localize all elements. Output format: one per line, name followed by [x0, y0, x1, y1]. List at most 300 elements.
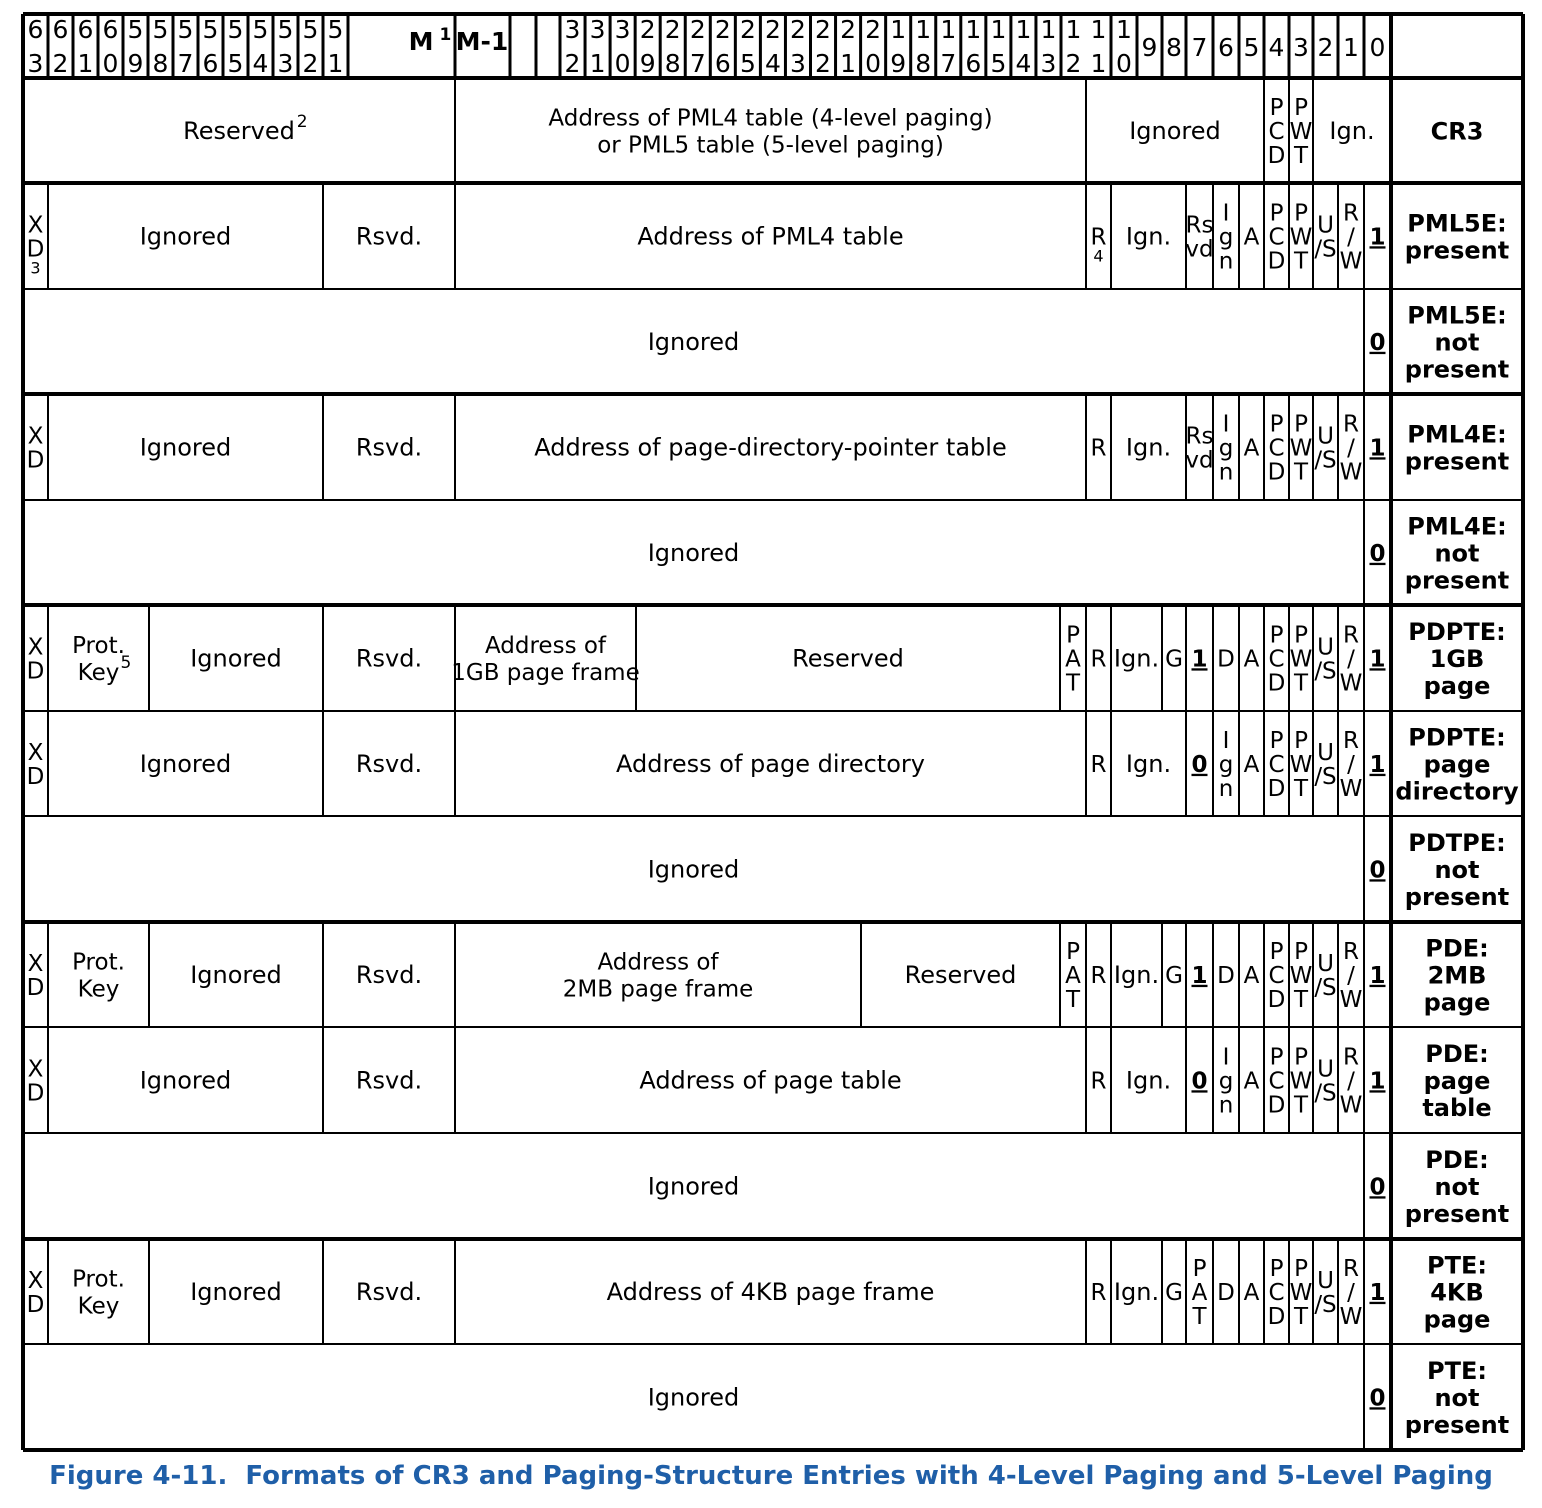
field-x-d: X D: [26, 739, 45, 790]
field-p-w-t: P W T: [1289, 411, 1313, 486]
field-r-w: R / W: [1339, 200, 1363, 275]
bit-digit: 8: [664, 49, 681, 78]
entry-type-label: [1405, 421, 1509, 476]
bit-number: [1192, 33, 1208, 62]
bit-number: [303, 15, 319, 78]
bit-number: [1244, 33, 1260, 62]
bit-number: [228, 15, 244, 78]
entry-type-line: not: [1434, 856, 1480, 884]
field-rsvd: Rsvd.: [355, 1278, 423, 1307]
field-g: G: [1165, 1279, 1183, 1306]
bit-number: [1370, 33, 1386, 62]
field-u-s: U /S: [1314, 634, 1337, 685]
bit-digit: 1: [1116, 15, 1132, 44]
entry-type-line: not: [1434, 1384, 1480, 1412]
row-pdpte-1gb: [27, 618, 1506, 700]
bit-digit: 6: [102, 15, 119, 44]
bit-number: [940, 15, 956, 78]
bit-number: [328, 15, 344, 78]
bit-digit: 1: [1090, 15, 1107, 44]
field-d: D: [1217, 646, 1235, 673]
bit-number: [790, 15, 806, 78]
entry-type-line: present: [1404, 566, 1510, 595]
field-a: A: [1243, 1068, 1260, 1095]
field-p-w-t: P W T: [1289, 1255, 1313, 1330]
field-rs-vd: Rs vd: [1185, 212, 1214, 263]
field-ignored: Ignored: [190, 644, 282, 673]
bit-digit: 3: [1293, 33, 1309, 62]
field-reserved: Reserved: [792, 644, 904, 673]
field-ignored: Ignored: [139, 1066, 232, 1095]
field-1: 1: [1369, 751, 1386, 778]
field-x-d: X D: [26, 212, 45, 263]
bit-number: [178, 15, 194, 78]
entry-type-line: page: [1423, 1305, 1491, 1334]
field-a: A: [1243, 1279, 1260, 1306]
field-rsvd: Rsvd.: [355, 1066, 423, 1095]
field-i-g-n: I g n: [1218, 1044, 1234, 1119]
field-ignored: Ignored: [139, 750, 232, 779]
field-p-a-t: P A T: [1191, 1255, 1208, 1330]
bit-number: [28, 15, 44, 78]
entry-type-label: [1408, 618, 1505, 700]
bit-digit: 2: [739, 15, 756, 44]
bit-digit: 1: [589, 49, 606, 78]
bit-digit: 0: [614, 49, 631, 78]
field-rsvd: Rsvd.: [355, 433, 423, 462]
bit-number: [915, 15, 931, 78]
bit-digit: 4: [252, 49, 269, 78]
field-a: A: [1243, 646, 1260, 673]
bit-m-label: M $^1$: [408, 25, 452, 56]
entry-type-line: PML5E:: [1407, 301, 1507, 330]
bit-digit: 2: [639, 15, 656, 44]
field-u-s: U /S: [1314, 739, 1337, 790]
bit-number: [715, 15, 731, 78]
figure-caption: Figure 4-11. Formats of CR3 and Paging-Structure Entries with 4-Level Paging and 5-Level Paging: [49, 1461, 1493, 1491]
row-pde-not-present: [648, 1146, 1509, 1228]
field-a: A: [1243, 224, 1260, 251]
bit-digit: 3: [589, 15, 606, 44]
field-p-c-d: P C D: [1267, 94, 1286, 169]
entry-type-label: [1422, 1040, 1491, 1122]
bit-digit: 3: [614, 15, 631, 44]
bit-digit: 5: [302, 15, 319, 44]
entry-type-line: table: [1422, 1094, 1492, 1122]
bit-digit: 6: [202, 49, 219, 78]
entry-type-label: [1405, 829, 1509, 911]
bit-number: [128, 15, 144, 78]
field-address-of-1gb-page-frame: Address of 1GB page frame: [451, 632, 640, 686]
field-r: R: [1090, 224, 1107, 251]
entry-type-line: PML4E:: [1407, 512, 1507, 541]
bit-digit: 2: [840, 15, 857, 44]
field-p-c-d: P C D: [1267, 1255, 1286, 1330]
bit-digit: 1: [840, 49, 857, 78]
field-rs-vd: Rs vd: [1185, 423, 1214, 474]
field-ign: Ign.: [1125, 222, 1172, 251]
field-r-w: R / W: [1339, 411, 1363, 486]
entry-type-line: PML5E:: [1407, 209, 1507, 238]
bit-number: [1015, 15, 1031, 78]
entry-type-line: page: [1423, 988, 1491, 1017]
row-pml5e-not-present: [648, 302, 1509, 384]
field-ignored: Ignored: [647, 328, 740, 357]
field-x-d: X D: [26, 423, 45, 474]
field-1: 1: [1369, 1279, 1386, 1306]
field-x-d: X D: [26, 1267, 45, 1318]
bit-number: [590, 15, 606, 78]
bit-digit: 8: [152, 49, 169, 78]
footnote-superscript: 5: [120, 653, 132, 673]
bit-number: [740, 15, 756, 78]
bit-number: [965, 15, 981, 78]
row-pml5e-present: [27, 200, 1510, 277]
field-r: R: [1090, 1068, 1107, 1095]
field-address-of-page-directory-pointer-table: Address of page-directory-pointer table: [534, 433, 1007, 462]
bit-digit: 0: [1116, 49, 1132, 78]
field-u-s: U /S: [1314, 1267, 1337, 1318]
bit-digit: 1: [1343, 33, 1359, 62]
field-x-d: X D: [26, 1056, 45, 1107]
field-r-w: R / W: [1339, 1255, 1363, 1330]
field-a: A: [1243, 435, 1260, 462]
field-ignored: Ignored: [647, 539, 740, 568]
field-1: 1: [1369, 646, 1386, 673]
entry-type-line: PDTPE:: [1408, 829, 1506, 857]
field-0: 0: [1369, 1174, 1386, 1201]
field-0: 0: [1191, 751, 1208, 778]
bit-digit: 5: [1243, 33, 1260, 62]
entry-type-label: [1424, 1252, 1491, 1334]
field-r: R: [1090, 751, 1107, 778]
bit-number: [640, 15, 656, 78]
bit-digit: 2: [52, 49, 69, 78]
bit-digit: 1: [1015, 15, 1032, 44]
bit-digit: 3: [27, 49, 44, 78]
bit-digit: 9: [890, 49, 907, 78]
bit-digit: 4: [764, 49, 781, 78]
bit-digit: 4: [1268, 33, 1285, 62]
field-1: 1: [1369, 962, 1386, 989]
bit-digit: 6: [27, 15, 44, 44]
field-i-g-n: I g n: [1218, 200, 1234, 275]
bit-digit: 9: [1141, 33, 1158, 62]
bit-number: [665, 15, 681, 78]
row-pde-page-table: [27, 1040, 1492, 1122]
bit-number: [1343, 33, 1359, 62]
field-a: A: [1243, 962, 1260, 989]
field-prot-key: Prot. Key: [72, 949, 125, 1003]
entry-type-label: [1405, 1146, 1509, 1228]
field-r: R: [1090, 435, 1107, 462]
entry-type-label: [1431, 118, 1484, 146]
bit-digit: 5: [152, 15, 169, 44]
field-p-w-t: P W T: [1289, 94, 1313, 169]
field-address-of-2mb-page-frame: Address of 2MB page frame: [562, 949, 754, 1003]
entry-type-line: present: [1404, 236, 1510, 265]
bit-digit: 2: [564, 49, 581, 78]
field-p-a-t: P A T: [1065, 622, 1081, 697]
field-r-w: R / W: [1339, 1044, 1363, 1119]
field-g: G: [1165, 962, 1183, 989]
field-ignored: Ignored: [190, 1278, 282, 1307]
bit-digit: 1: [965, 15, 982, 44]
entry-type-line: not: [1434, 328, 1480, 357]
field-p-w-t: P W T: [1289, 1044, 1313, 1119]
bit-digit: 5: [227, 15, 244, 44]
field-p-w-t: P W T: [1289, 622, 1313, 697]
entry-type-line: present: [1404, 1411, 1510, 1439]
bit-number: [253, 15, 269, 78]
bit-m-minus-1-label: M-1: [455, 27, 509, 56]
row-pdpte-page-directory: [27, 724, 1519, 806]
bit-number: [1318, 33, 1334, 62]
field-d: D: [1217, 962, 1235, 989]
bit-digit: 7: [1191, 33, 1208, 62]
entry-type-line: page: [1423, 672, 1491, 700]
field-ign: Ign.: [1113, 644, 1160, 673]
field-ignored: Ignored: [139, 222, 232, 251]
bit-digit: 1: [327, 49, 344, 78]
bit-number: [1269, 33, 1285, 62]
entry-type-line: directory: [1395, 777, 1519, 806]
field-address-of-page-table: Address of page table: [639, 1066, 902, 1095]
bit-digit: 1: [940, 15, 957, 44]
bit-digit: 0: [1369, 33, 1386, 62]
row-pml4e-present: [27, 411, 1510, 485]
footnote-subscript: 3: [30, 258, 41, 278]
bit-digit: 1: [990, 15, 1007, 44]
entry-type-label: [1405, 210, 1509, 265]
bit-number: [865, 15, 881, 78]
footnote-subscript: 4: [1093, 246, 1104, 266]
field-1: 1: [1191, 646, 1208, 673]
field-rsvd: Rsvd.: [355, 961, 423, 990]
entry-type-label: [1395, 724, 1519, 806]
field-0: 0: [1191, 1068, 1208, 1095]
field-u-s: U /S: [1314, 950, 1337, 1001]
field-rsvd: Rsvd.: [355, 644, 423, 673]
bit-digit: 5: [739, 49, 756, 78]
field-prot-key: Prot. Key: [72, 632, 125, 686]
row-pde-2mb: [27, 935, 1491, 1017]
entry-type-line: 1GB: [1429, 645, 1485, 673]
field-p-w-t: P W T: [1289, 938, 1313, 1013]
bit-digit: 0: [865, 49, 882, 78]
bit-digit: 3: [790, 49, 806, 78]
bit-digit: 6: [965, 49, 982, 78]
field-ign: Ign.: [1125, 750, 1172, 779]
field-address-of-page-directory: Address of page directory: [616, 750, 925, 779]
entry-type-line: present: [1404, 447, 1510, 476]
bit-digit: 7: [940, 49, 957, 78]
field-u-s: U /S: [1314, 1056, 1337, 1107]
bit-number: [78, 15, 94, 78]
bit-digit: 2: [815, 15, 831, 44]
bit-digit: 8: [1166, 33, 1182, 62]
field-ign: Ign.: [1329, 117, 1375, 146]
field-i-g-n: I g n: [1218, 727, 1234, 802]
row-pdtpe-not-present: [648, 829, 1509, 911]
bit-digit: 2: [714, 15, 731, 44]
bit-number: [53, 15, 69, 78]
entry-type-line: page: [1423, 750, 1491, 779]
bit-number: [815, 15, 831, 78]
bit-digit: 1: [890, 15, 907, 44]
field-0: 0: [1369, 1385, 1386, 1412]
entry-type-label: [1405, 513, 1509, 595]
field-rsvd: Rsvd.: [355, 750, 423, 779]
field-p-c-d: P C D: [1267, 1044, 1286, 1119]
row-pte-not-present: [648, 1357, 1509, 1439]
field-0: 0: [1369, 540, 1386, 567]
bit-number: [690, 15, 706, 78]
entry-type-line: present: [1404, 355, 1510, 384]
bit-digit: 9: [127, 49, 144, 78]
row-pml4e-not-present: [648, 513, 1509, 595]
field-p-w-t: P W T: [1289, 727, 1313, 802]
bit-digit: 2: [302, 49, 319, 78]
bit-digit: 2: [1317, 33, 1334, 62]
field-ignored: Ignored: [190, 961, 282, 990]
field-u-s: U /S: [1314, 423, 1337, 474]
bit-position-header: [28, 15, 1386, 78]
field-u-s: U /S: [1314, 212, 1337, 263]
bit-number: [1091, 15, 1107, 78]
entry-type-line: 4KB: [1430, 1278, 1484, 1307]
bit-digit: 6: [714, 49, 731, 78]
entry-type-line: PTE:: [1427, 1251, 1487, 1280]
bit-digit: 2: [689, 15, 706, 44]
field-prot-key: Prot. Key: [72, 1266, 125, 1320]
bit-number: [1166, 33, 1182, 62]
entry-type-label: [1405, 1357, 1509, 1439]
bit-number: [1218, 33, 1234, 62]
row-pte-4kb: [27, 1252, 1491, 1334]
bit-digit: 5: [127, 15, 144, 44]
entry-type-line: PTE:: [1427, 1357, 1487, 1385]
bit-number: [765, 15, 781, 78]
field-ignored: Ignored: [1129, 117, 1221, 146]
field-x-d: X D: [26, 634, 45, 685]
field-ign: Ign.: [1125, 433, 1172, 462]
bit-digit: 1: [1040, 15, 1057, 44]
bit-digit: 1: [77, 49, 94, 78]
field-ignored: Ignored: [647, 855, 740, 884]
bit-digit: 5: [252, 15, 269, 44]
field-ign: Ign.: [1113, 961, 1160, 990]
field-i-g-n: I g n: [1218, 411, 1234, 486]
bit-number: [615, 15, 631, 78]
bit-number: [1066, 15, 1082, 78]
field-p-c-d: P C D: [1267, 727, 1286, 802]
bit-digit: 2: [764, 15, 781, 44]
bit-number: [840, 15, 856, 78]
bit-number: [890, 15, 906, 78]
bit-digit: 6: [1218, 33, 1234, 62]
bit-digit: 3: [1040, 49, 1057, 78]
entry-type-line: page: [1423, 1067, 1491, 1095]
bit-digit: 2: [664, 15, 681, 44]
field-ign: Ign.: [1113, 1278, 1160, 1307]
field-1: 1: [1191, 962, 1208, 989]
bit-number: [153, 15, 169, 78]
field-address-of-pml4-table-4-level-paging-or-pml5-table-5-level-paging: Address of PML4 table (4-level paging) or PML5 table (5-level paging): [548, 105, 993, 159]
bit-digit: 7: [177, 49, 194, 78]
bit-number: [103, 15, 119, 78]
field-p-c-d: P C D: [1267, 622, 1286, 697]
field-g: G: [1165, 646, 1183, 673]
bit-digit: 5: [327, 15, 344, 44]
bit-digit: 2: [865, 15, 882, 44]
field-r: R: [1090, 962, 1107, 989]
bit-number: [1142, 33, 1158, 62]
bit-number: [1116, 15, 1132, 78]
entry-type-label: [1424, 935, 1491, 1017]
field-1: 1: [1369, 224, 1386, 251]
footnote-superscript: 2: [296, 111, 308, 132]
field-ignored: Ignored: [139, 433, 232, 462]
field-reserved: Reserved: [904, 961, 1017, 990]
bit-digit: 8: [915, 49, 932, 78]
bit-digit: 2: [790, 15, 806, 44]
field-p-c-d: P C D: [1267, 411, 1286, 486]
entry-type-line: not: [1434, 539, 1480, 568]
field-d: D: [1217, 1279, 1235, 1306]
field-rsvd: Rsvd.: [355, 222, 423, 251]
entry-type-line: not: [1434, 1173, 1480, 1201]
bit-digit: 9: [639, 49, 656, 78]
bit-digit: 5: [227, 49, 244, 78]
entry-type-line: PDPTE:: [1408, 723, 1506, 752]
field-ignored: Ignored: [647, 1383, 740, 1412]
field-x-d: X D: [26, 950, 45, 1001]
bit-digit: 6: [77, 15, 94, 44]
field-a: A: [1243, 751, 1260, 778]
entry-type-line: PML4E:: [1407, 420, 1507, 449]
field-r: R: [1090, 1279, 1107, 1306]
bit-digit: 7: [689, 49, 706, 78]
field-p-c-d: P C D: [1267, 938, 1286, 1013]
bit-number: [203, 15, 219, 78]
bit-digit: 4: [1015, 49, 1032, 78]
bit-number: [1041, 15, 1057, 78]
field-0: 0: [1369, 857, 1386, 884]
bit-digit: 2: [1065, 49, 1082, 78]
bit-number: [1293, 33, 1309, 62]
entry-type-line: PDPTE:: [1408, 618, 1506, 646]
field-p-a-t: P A T: [1065, 938, 1081, 1013]
field-p-w-t: P W T: [1289, 200, 1313, 275]
entry-type-line: 2MB: [1427, 961, 1487, 990]
entry-type-label: [1405, 302, 1509, 384]
bit-digit: 1: [1065, 15, 1082, 44]
field-0: 0: [1369, 329, 1386, 356]
field-1: 1: [1369, 435, 1386, 462]
entry-type-line: present: [1404, 1200, 1510, 1228]
field-address-of-4kb-page-frame: Address of 4KB page frame: [606, 1278, 935, 1307]
field-r-w: R / W: [1339, 727, 1363, 802]
field-r-w: R / W: [1339, 938, 1363, 1013]
entry-type-line: CR3: [1430, 117, 1484, 146]
entry-type-line: PDE:: [1425, 934, 1489, 963]
bit-number: [278, 15, 294, 78]
field-r-w: R / W: [1339, 622, 1363, 697]
field-reserved: Reserved: [183, 117, 295, 146]
field-1: 1: [1369, 1068, 1386, 1095]
entry-type-line: PDE:: [1425, 1040, 1489, 1068]
